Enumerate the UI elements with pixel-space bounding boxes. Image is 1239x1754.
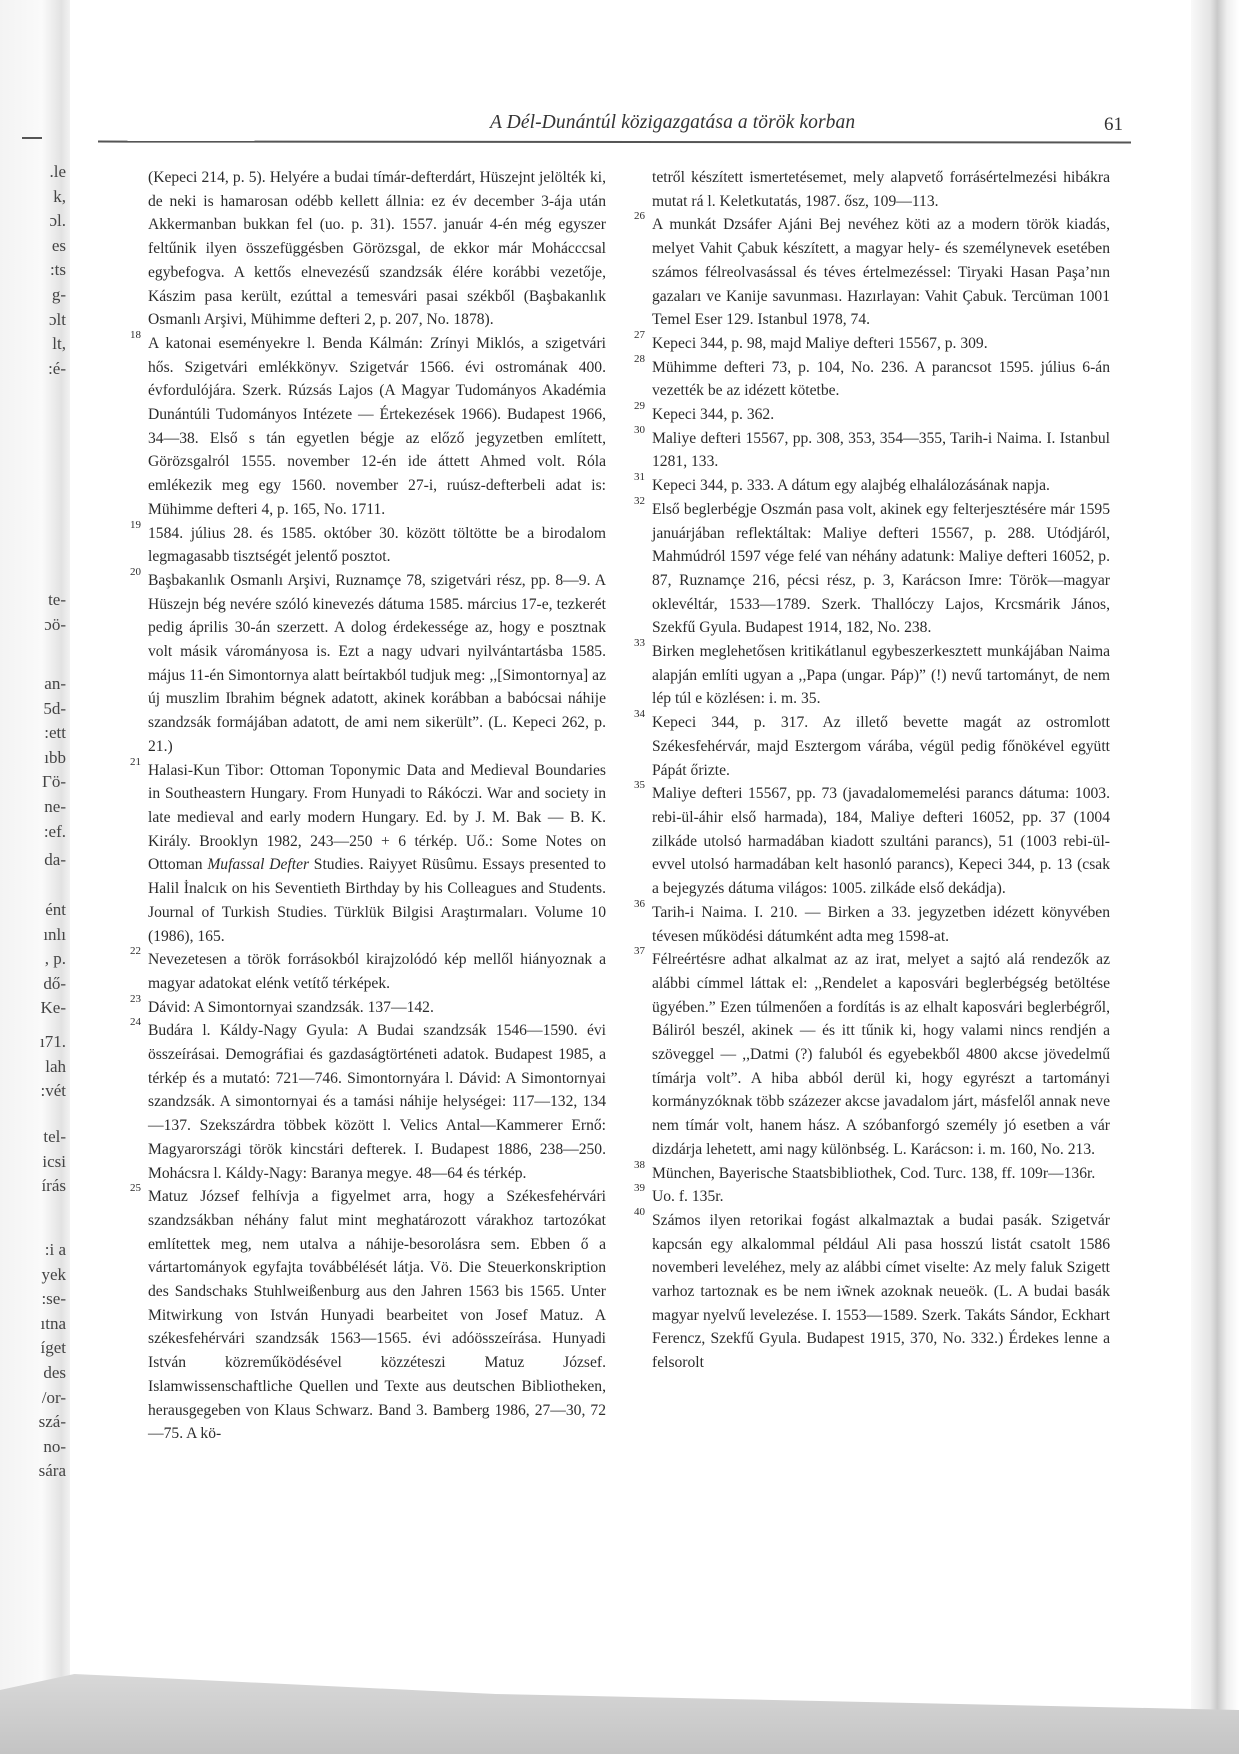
footnote-text: (Kepeci 214, p. 5). Helyére a budai tímár-defterdárt, Hüszejnt jelölték ki, de neki is hamarosan odébb kellett állnia: ez év december 3-ája után Akkermanban bukkan fel (uo. p. 31). 1557. január 4-én még egyszer feltűnik ilyen összefüggésben Görözsgal, de ekkor már Mohácccsal egybefogva. A kettős elnevezésű szandzsák élére korábbi vezetője, Kászim pasa került, ezúttal a temesvári pasai székből (Başbakanlık Osmanlı Arşivi, Mühimme defteri 2, p. 207, No. 1878). [148,169,606,329]
footnote-text: Maliye defteri 15567, pp. 308, 353, 354—355, Tarih-i Naima. I. Istanbul 1281, 133. [652,429,1110,471]
bleed-fragment: ınlı [43,924,66,944]
footnotes-right-column [634,166,1110,1375]
footnote-number: 39 [634,1182,645,1195]
bleed-fragment: , p. [44,949,66,969]
bleed-fragment: des [43,1362,66,1382]
footnote-text-part: Studies. Raiyyet Rüsûmu. Essays presented to Halil İnalcık on his Seventieth Birthday by his Colleagues and Students. Journal of Turkish Studies. Türklük Bilgisi Araştırmaları. Volume 10 (1986), 165. [148,856,606,945]
bleed-fragment: ɔl. [49,211,66,231]
footnote-text: Matuz József felhívja a figyelmet arra, hogy a Székesfehérvári szandzsákban néhány falut mint meghatározott várakhoz tartozókat említettek meg, nem utalva a náhije-besorolásra sem. Ebben ő a vártartományok egyfajta továbbélését látja. Vö. Die Steuerkonskription des Sandschaks Stuhlweißenburg aus den Jahren 1563 bis 1565. Unter Mitwirkung von István Hunyadi bearbeitet von Josef Matuz. A székesfehérvári szandzsák 1563—1565. évi adóösszeírása. Hunyadi István közreműködésével közzéteszi Matuz József. Islamwissenschaftliche Quellen und Texte aus deutschen Bibliotheken, herausgegeben von Klaus Schwarz. Band 3. Bamberg 1986, 27—30, 72—75. A kö- [148,1188,606,1443]
footnote-29 [634,400,1110,427]
footnote-text-part: Halasi-Kun Tibor: Ottoman Toponymic Data and Medieval Boundaries in Southeastern Hungary. From Hunyadi to Rákóczi. War and society in late medieval and early modern Hungary. Ed. by J. M. Bak — B. K. Király. Brooklyn 1982, 243—250 + 6 térkép. Uő.: Some Notes on Ottoman [148,761,606,874]
bleed-fragment: ɔö- [44,614,66,634]
footnote-text: Maliye defteri 15567, pp. 73 (javadalomemelési parancs dátuma: 1003. rebi-ül-áhir első harmada), 184, Maliye defteri 16052, pp. 37 (1004 zilkáde utolsó harmadában kiadott szultáni parancs), 51 (1003 rebi-ül-evvel utolsó harmadában kelt hasonló parancs), Kepeci 344, p. 13 (csak a bejegyzés dátuma világos: 1005. zilkáde első dekádja). [652,785,1110,898]
footnote-text: Számos ilyen retorikai fogást alkalmaztak a budai pasák. Szigetvár kapcsán egy alkalommal például Ali pasa hosszú listát csatolt 1586 novemberi leveléhez, mely az alábbi címet viselte: Az mely faluk Szigett varhoz tartoznak es be nem iw̃nek azoknak neueök. (L. A budai basák magyar nyelvű levelezése. I. 1553—1589. Szerk. Takáts Sándor, Eckhart Ferencz, Szekfű Gyula. Budapest 1915, 370, No. 332.) Érdekes lenne a felsorolt [652,1211,1110,1372]
bleed-fragment: ne- [44,796,66,816]
footnote-number: 30 [634,423,645,436]
bleed-fragment: te- [48,590,66,609]
page-number: 61 [1104,114,1123,135]
footnote-number: 28 [634,352,645,365]
footnote-24 [130,1016,606,1185]
footnote-20 [130,565,606,759]
footnote-number: 25 [130,1182,141,1195]
footnote-number: 38 [634,1158,645,1171]
footnote-33 [634,637,1110,711]
footnote-18 [130,328,606,522]
footnote-number: 22 [130,945,141,958]
scan-shadow-right [1191,0,1239,1754]
footnote-37 [634,945,1110,1161]
footnote-text: Başbakanlık Osmanlı Arşivi, Ruznamçe 78, szigetvári rész, pp. 8—9. A Hüszejn bég nevére szóló kinevezés dátuma 1585. március 17-e, tezkerét pedig április 30-án szerzett. A dolog érdekessége az, hogy e posztnak volt másik várományosa is. Ezt a nagy udvari nyilvántartásba 1585. május 11-én Simontornya alatt beírtakból tudjuk meg: ,,[Simontornya] az új muszlim Ibrahim bégnek adatott, akinek korábban a babócsai náhije szandzsák formájában adatott, de ami nem sikerült”. (L. Kepeci 262, p. 21.) [148,571,606,755]
footnote-40 [634,1205,1110,1375]
footnote-21 [130,755,606,949]
bleed-fragment: da- [44,850,66,869]
footnote-continuation [148,166,606,332]
bleed-fragment: icsi [42,1151,66,1171]
bleed-fragment: íget [40,1338,66,1358]
bleed-fragment: :se- [41,1289,66,1309]
footnote-number: 18 [130,328,141,341]
bleed-fragment: tel- [43,1127,66,1146]
footnote-number: 35 [634,779,645,792]
bleed-fragment: lah [45,1056,66,1076]
footnote-number: 29 [634,400,645,413]
footnote-text: Kepeci 344, p. 317. Az illető bevette magát az ostromlott Székesfehérvár, majd Esztergom várába, végül pedig főnökével együtt Pápát őrizte. [652,714,1110,779]
footnote-text: Kepeci 344, p. 98, majd Maliye defteri 15567, p. 309. [652,334,988,352]
footnote-31 [634,471,1110,498]
page-header [98,110,1128,140]
footnote-35 [634,779,1110,901]
footnote-number: 33 [634,637,645,650]
running-title: A Dél-Dunántúl közigazgatása a török korban [490,112,856,133]
bleed-fragment: :ts [49,260,66,280]
footnote-26 [634,210,1110,332]
footnote-text: Nevezetesen a török forrásokból kirajzolódó kép mellől hiányoznak a magyar adatokat elénk vetítő térképek. [148,951,606,992]
footnote-text: A katonai eseményekre l. Benda Kálmán: Zrínyi Miklós, a szigetvári hős. Szigetvári emlékkönyv. Szigetvár 1566. évi ostromának 400. évfordulójára. Szerk. Rúzsás Lajos (A Magyar Tudományos Akadémia Dunántúli Tudományos Intézete — Értekezések 1966). Budapest 1966, 34—38. Első s tán egyetlen bégje az előző jegyzetben említett, Görözsgalról 1555. november 12-én ide áttett Ahmed volt. Róla emlékezik meg egy 1560. november 27-i, ruúsz-defterbeli adat is: Mühimme defteri 4, p. 165, No. 1711. [148,334,606,518]
bleed-fragment: k, [53,186,66,206]
bleed-fragment: írás [41,1176,66,1196]
footnote-19 [130,518,606,569]
bleed-fragment: /or- [41,1387,66,1407]
footnote-number: 36 [634,897,645,910]
footnote-number: 37 [634,945,645,958]
footnote-text [148,759,606,949]
margin-bleed-group [18,1030,66,1104]
footnotes-left-column [130,166,606,1446]
scan-shadow-bottom [0,1674,1239,1754]
footnote-number: 24 [130,1016,141,1029]
bleed-fragment: Ke- [40,998,66,1018]
footnote-italic-title: Mufassal Defter [207,856,310,874]
footnote-36 [634,897,1110,948]
bleed-fragment: :ef. [43,821,66,841]
footnote-text: München, Bayerische Staatsbibliothek, Cod. Turc. 138, ff. 109r—136r. [652,1164,1096,1182]
bleed-fragment: :i a [44,1240,66,1259]
footnote-text: Első beglerbégje Oszmán pasa volt, akinek egy felterjesztésére már 1595 januárjában reflektáltak: Maliye defteri 15567, p. 288. Utódjáról, Mahmúdról 1597 vége felé van néhány adatunk: Maliye defteri 16052, p. 87, Ruznamçe 216, pécsi rész, p. 3, Karácson Imre: Török—magyar oklevéltár, 1533—1789. Szerk. Thallóczy Lajos, Krcsmárik János, Szekfű Gyula. Budapest 1914, 182, No. 238. [652,500,1110,637]
footnote-number: 34 [634,708,645,721]
bleed-fragment: Γö- [42,772,66,792]
footnote-text: Birken meglehetősen kritikátlanul egybeszerkesztett munkájában Naima alapján említi ugyan a ,,Papa (ungar. Páp)” (!) nevű tartományt, de nem lép túl e közlésen: i. m. 35. [652,643,1110,708]
margin-bleed-group [18,588,66,637]
footnote-25 [130,1182,606,1446]
footnote-text: Budára l. Káldy-Nagy Gyula: A Budai szandzsák 1546—1590. évi összeírásai. Demográfiai és gazdaságtörténeti adatok. Budapest 1985, a térkép és a mutató: 721—746. Simontornyára l. Dávid: A Simontornyai szandzsák. A simontornyai és a tamási náhije helységei: 117—132, 134—137. Szekszárdra többek között l. Velics Antal—Kammerer Ernő: Magyarországi török kincstári defterek. I. Budapest 1886, 238—250. Mohácsra l. Káldy-Nagy: Baranya megye. 48—64 és térkép. [148,1022,606,1182]
footnote-22 [130,945,606,995]
bleed-fragment: ı71. [40,1032,66,1051]
bleed-fragment: 5d- [43,698,66,718]
footnote-text: 1584. július 28. és 1585. október 30. között töltötte be a birodalom legmagasabb tisztségét jelentő posztot. [148,524,606,566]
footnote-28 [634,352,1110,403]
margin-bleed-group [18,848,66,873]
footnote-27 [634,328,1110,356]
footnote-38 [634,1158,1110,1186]
margin-bleed-group [18,898,66,1021]
footnote-text: Tarih-i Naima. I. 210. — Birken a 33. jegyzetben idézett könyvében tévesen működési dátumként adta meg 1598-at. [652,903,1110,945]
footnote-number: 31 [634,471,645,484]
footnote-number: 40 [634,1205,645,1218]
footnote-text: Uo. f. 135r. [652,1188,724,1206]
margin-bleed-group [18,1238,66,1484]
footnote-number: 21 [130,755,141,768]
bleed-fragment: sára [38,1461,66,1481]
footnote-text: A munkát Dzsáfer Ajáni Bej nevéhez köti az a modern török kiadás, melyet Vahit Çabuk készített, a magyar hely- és személynevek esetében számos félreolvasással és téves értelmezéssel: Tiryaki Hasan Paşa’nın gazaları ve Kanije savunması. Hazırlayan: Vahit Çabuk. Tercüman 1001 Temel Eser 129. Istanbul 1978, 74. [652,216,1110,329]
bleed-fragment: lt, [52,334,66,354]
bleed-fragment: no- [43,1436,66,1456]
footnote-number: 20 [130,565,141,578]
bleed-fragment: ıtna [40,1313,66,1333]
footnote-number: 32 [634,494,645,507]
bleed-fragment: ıbb [44,747,66,767]
bleed-fragment: ɔlt [49,309,66,329]
bleed-fragment: .le [49,162,66,181]
footnote-30 [634,423,1110,474]
margin-bleed-group [18,672,66,844]
footnote-39 [634,1182,1110,1209]
bleed-fragment: :vét [40,1081,66,1101]
margin-bleed-group [18,1125,66,1199]
bleed-fragment: es [51,235,66,255]
margin-bleed-group [18,160,66,381]
bleed-fragment: :é- [48,358,66,378]
bleed-fragment: ént [45,900,66,919]
previous-page-rule-fragment [22,137,42,139]
footnote-text: Félreértésre adhat alkalmat az az irat, melyet a sajtó alá rendezők az alábbi címmel láttak el: ,,Rendelet a kaposvári beglerbégség betöltése ügyében.” Ezen túlmenően a fordítás is az elhalt kaposvári beglerbégről, Báliról beszél, akinek — és itt tűnik ki, hogy valami nincs rendjén a szöveggel — ,,Datmi (?) faluból és egyebekből 4800 akcse jövedelmű tímárja volt”. A hiba abból derül ki, hogy egyrészt a tartományi kormányzóknak több százezer akcse javadalom járt, másfelől annak neve nem tímár volt, hanem hász. A szóbanforgó személy jó esetben a vár dizdárja lehetett, ami nagy különbség. L. Karácson: i. m. 160, No. 213. [652,951,1110,1158]
footnote-32 [634,494,1110,640]
footnote-text: tetről készített ismertetésemet, mely alapvető forrásértelmezési hibákra mutat rá l. Keletkutatás, 1987. ősz, 109—113. [652,169,1110,210]
bleed-fragment: g- [51,284,66,304]
footnote-number: 26 [634,210,645,223]
footnote-34 [634,708,1110,782]
footnote-continuation [652,166,1110,213]
footnote-number: 27 [634,328,645,341]
footnote-text: Dávid: A Simontornyai szandzsák. 137—142. [148,998,434,1016]
bleed-fragment: an- [44,674,66,693]
footnote-number: 19 [130,518,141,531]
footnote-text: Mühimme defteri 73, p. 104, No. 236. A parancsot 1595. július 6-án vezették be az idézett kötetbe. [652,358,1110,400]
footnote-23 [130,992,606,1020]
header-rule [98,141,1131,143]
footnote-number: 23 [130,992,141,1005]
bleed-fragment: dő- [43,973,66,993]
bleed-fragment: szá- [38,1412,66,1432]
bleed-fragment: :ett [44,723,66,743]
footnote-text: Kepeci 344, p. 333. A dátum egy alajbég elhalálozásának napja. [652,477,1050,495]
footnote-text: Kepeci 344, p. 362. [652,406,775,424]
bleed-fragment: yek [41,1264,66,1284]
